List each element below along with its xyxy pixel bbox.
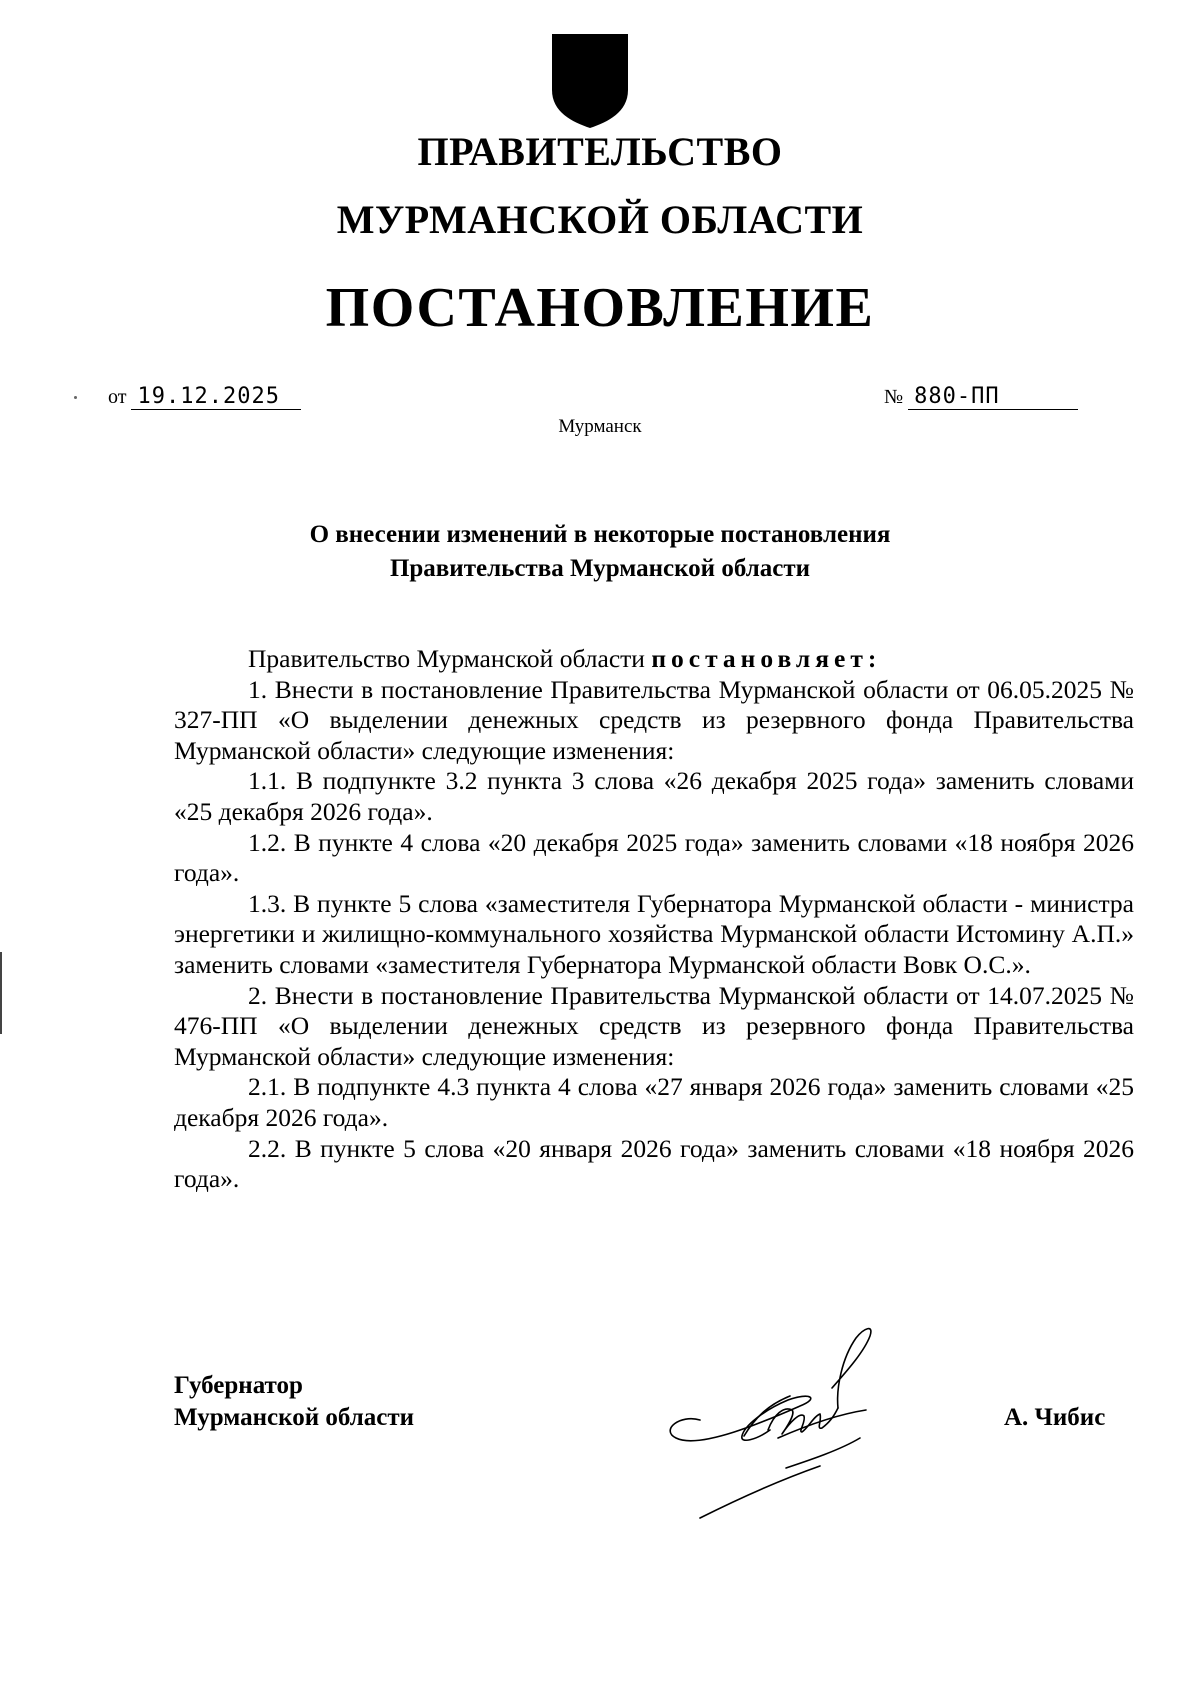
document-date bbox=[108, 384, 301, 410]
signatory-name: А. Чибис bbox=[1004, 1404, 1106, 1431]
government-title: ПРАВИТЕЛЬСТВО bbox=[417, 129, 783, 174]
scan-edge-mark bbox=[0, 952, 2, 1034]
subject-line-2: Правительства Мурманской области bbox=[389, 555, 811, 582]
intro-emphasis: постановляет: bbox=[651, 644, 882, 673]
coat-of-arms-icon bbox=[548, 30, 632, 130]
document-subject bbox=[0, 518, 1200, 586]
paragraph-1-2: 1.2. В пункте 4 слова «20 декабря 2025 года» заменить словами «18 ноября 2026 года». bbox=[174, 827, 1134, 888]
paragraph-2-2: 2.2. В пункте 5 слова «20 января 2026 года» заменить словами «18 ноября 2026 года». bbox=[174, 1133, 1134, 1194]
intro-text: Правительство Мурманской области bbox=[248, 644, 645, 673]
position-line-1: Губернатор bbox=[174, 1372, 303, 1399]
subject-line-1: О внесении изменений в некоторые постановления bbox=[309, 521, 891, 548]
document-number bbox=[884, 384, 1078, 410]
signatory-position bbox=[174, 1370, 414, 1434]
intro-paragraph bbox=[174, 644, 1134, 675]
number-prefix: № bbox=[884, 386, 904, 408]
date-prefix: от bbox=[108, 386, 127, 408]
region-title: МУРМАНСКОЙ ОБЛАСТИ bbox=[336, 197, 864, 242]
date-value: 19.12.2025 bbox=[131, 384, 301, 410]
scan-dot bbox=[74, 396, 77, 399]
paragraph-1-3: 1.3. В пункте 5 слова «заместителя Губернатора Мурманской области - министра энергетики и жилищно-коммунального хозяйства Мурманской области Истомину А.П.» заменить словами «заместителя Губернатора Мурманской области Вовк О.С.». bbox=[174, 888, 1134, 979]
paragraph-2-1: 2.1. В подпункте 4.3 пункта 4 слова «27 января 2026 года» заменить словами «25 декабря 2026 года». bbox=[174, 1072, 1134, 1132]
handwritten-signature bbox=[660, 1318, 940, 1528]
number-value: 880-ПП bbox=[908, 384, 1078, 410]
city-name: Мурманск bbox=[558, 416, 642, 437]
position-line-2: Мурманской области bbox=[174, 1404, 415, 1431]
paragraph-2: 2. Внести в постановление Правительства Мурманской области от 14.07.2025 № 476-ПП «О выделении денежных средств из резервного фонда Правительства Мурманской области» следующие изменения: bbox=[174, 980, 1134, 1071]
paragraph-1: 1. Внести в постановление Правительства Мурманской области от 06.05.2025 № 327-ПП «О выделении денежных средств из резервного фонда Правительства Мурманской области» следующие изменения: bbox=[174, 674, 1134, 765]
document-type: ПОСТАНОВЛЕНИЕ bbox=[325, 277, 875, 339]
document-body bbox=[174, 644, 1134, 1195]
paragraph-1-1: 1.1. В подпункте 3.2 пункта 3 слова «26 декабря 2025 года» заменить словами «25 декабря 2026 года». bbox=[174, 766, 1134, 826]
